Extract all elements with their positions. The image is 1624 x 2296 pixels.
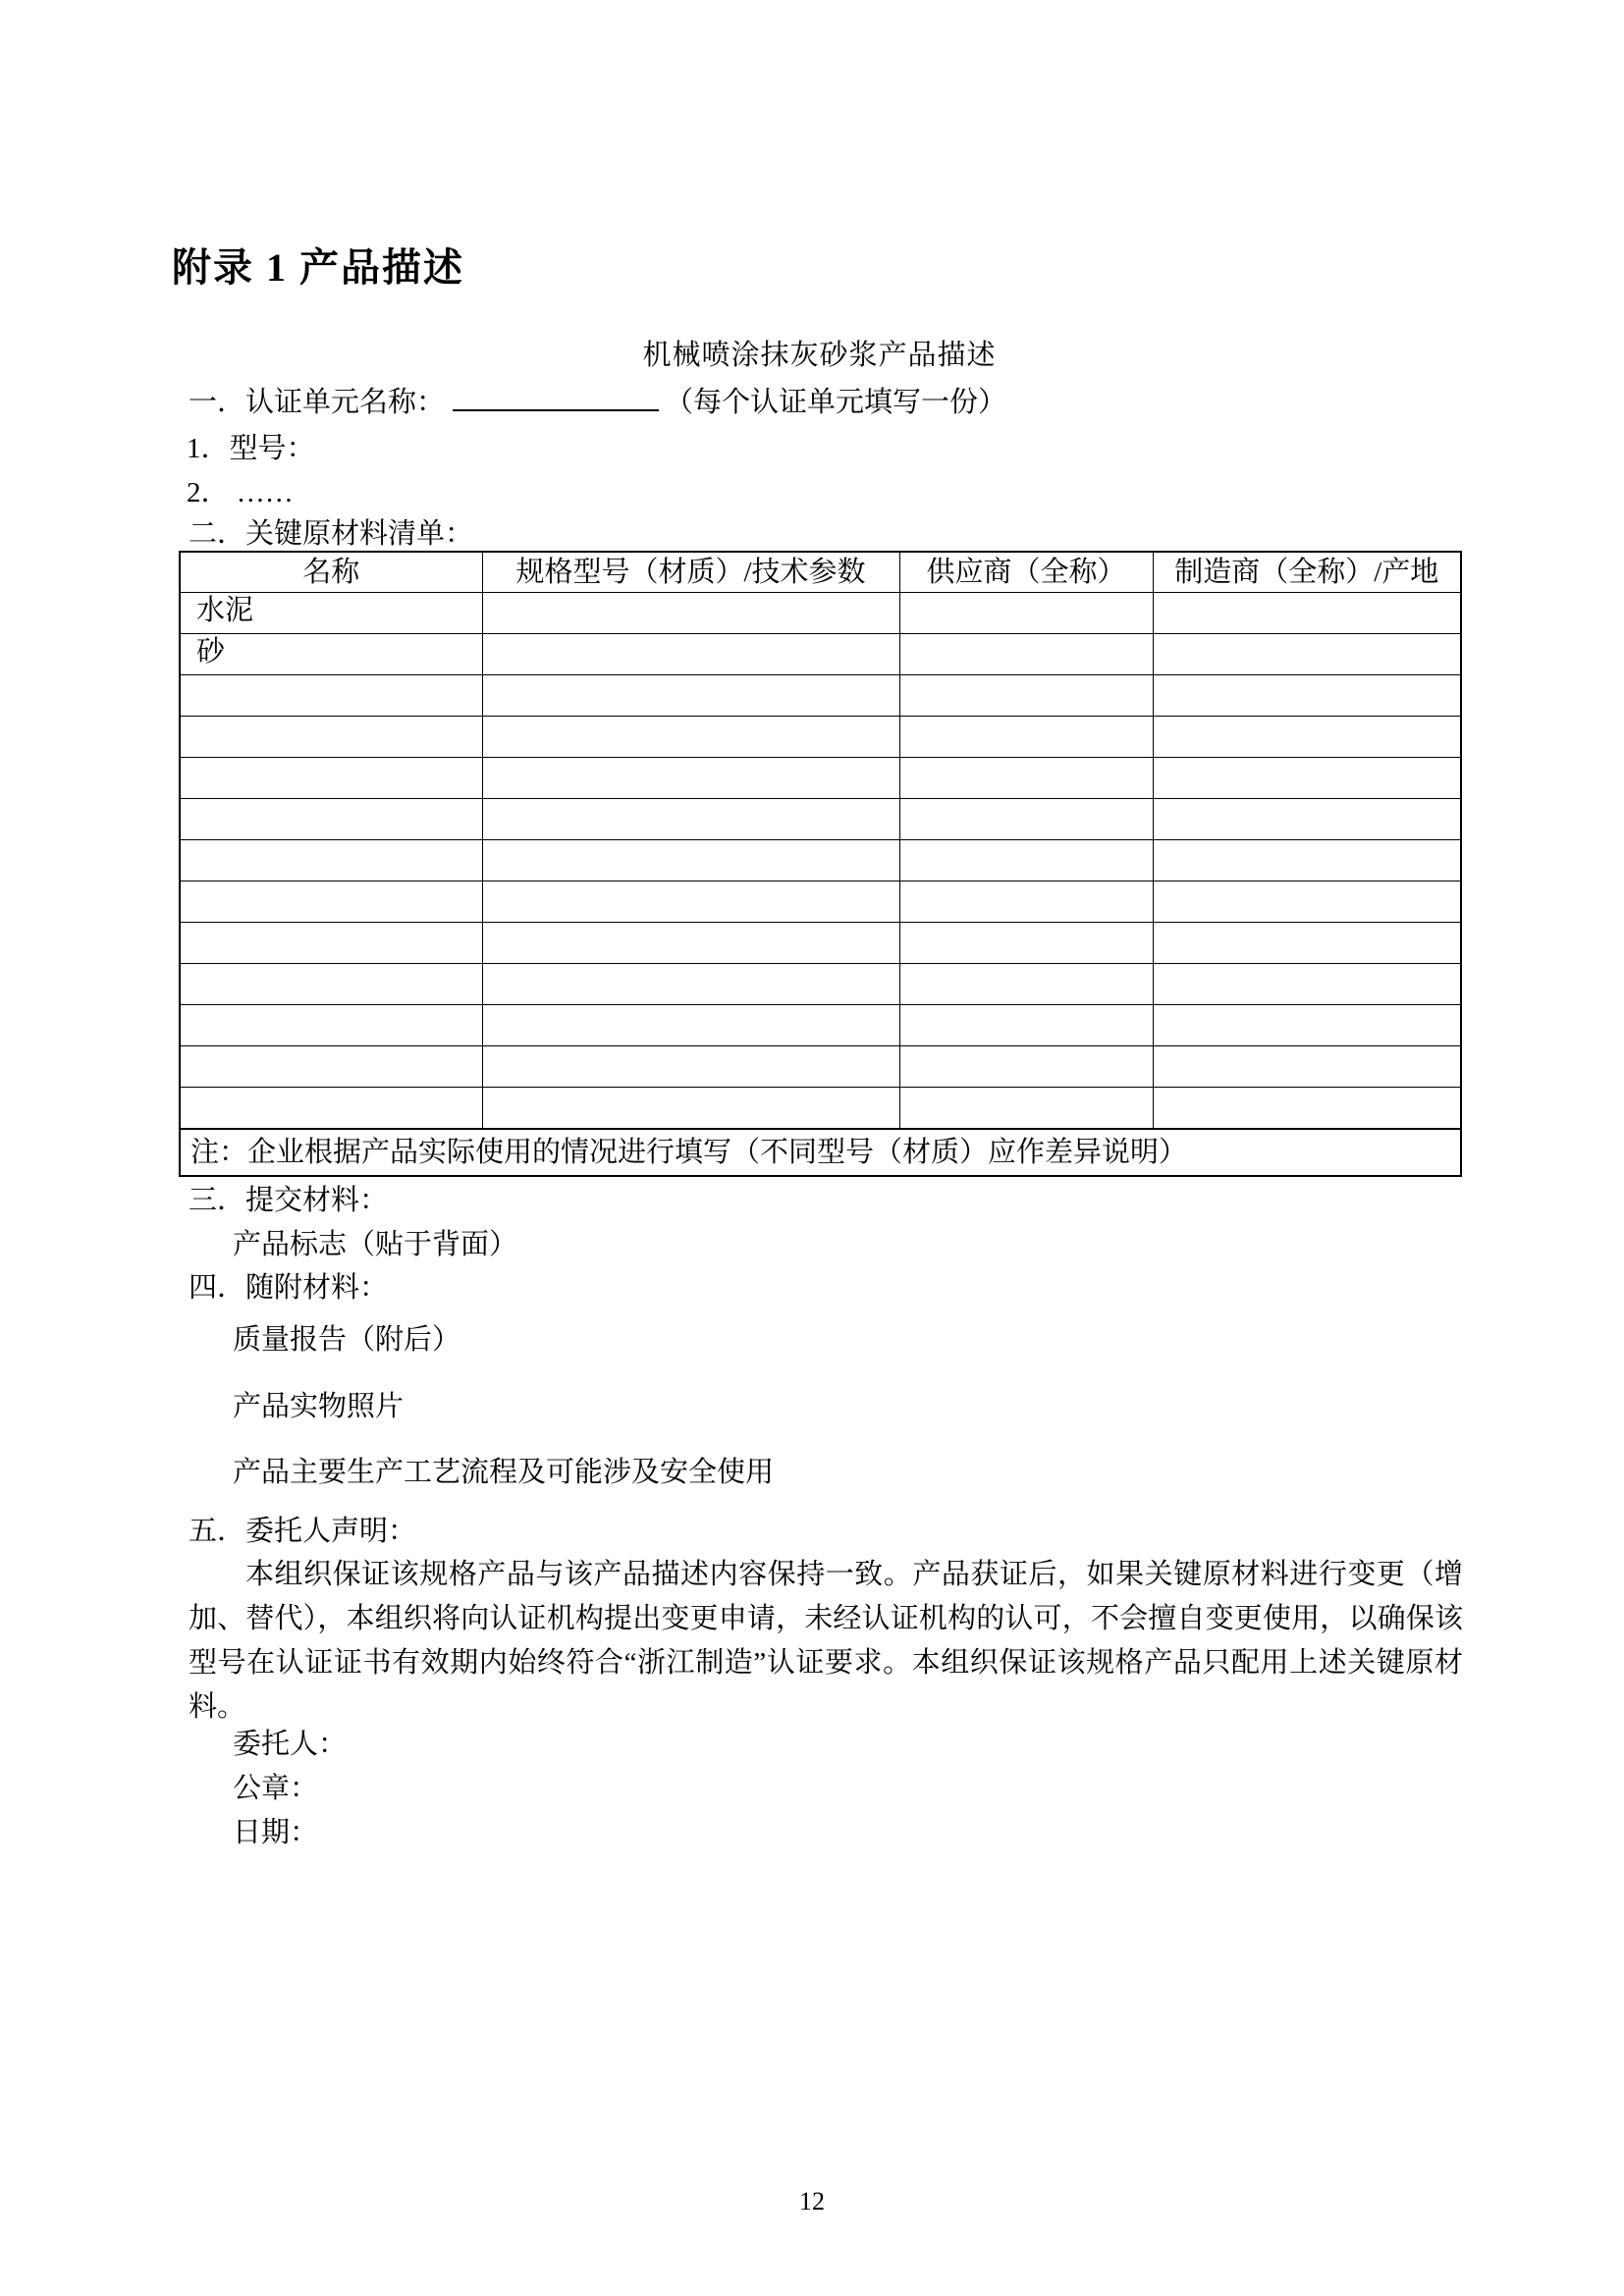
table-row — [180, 840, 1461, 881]
table-cell — [1153, 717, 1461, 758]
table-cell — [482, 593, 899, 634]
table-column-header-manufacturer: 制造商（全称）/产地 — [1153, 552, 1461, 593]
table-cell — [899, 1046, 1153, 1088]
table-row — [180, 634, 1461, 675]
table-cell — [1153, 799, 1461, 840]
table-cell — [482, 634, 899, 675]
table-cell — [482, 717, 899, 758]
table-cell — [899, 634, 1153, 675]
table-cell — [180, 881, 482, 923]
table-cell — [180, 1046, 482, 1088]
certification-unit-label: 一．认证单元名称： — [189, 387, 446, 418]
table-cell — [1153, 593, 1461, 634]
appendix-title: 附录 1 产品描述 — [172, 245, 464, 290]
table-cell — [482, 1046, 899, 1088]
table-cell — [899, 1088, 1153, 1130]
table-cell — [482, 1088, 899, 1130]
table-cell — [899, 675, 1153, 717]
product-description-title: 机械喷涂抹灰砂浆产品描述 — [642, 340, 997, 371]
table-row — [180, 923, 1461, 964]
model-item-2: 2． …… — [187, 477, 294, 508]
table-cell — [899, 758, 1153, 799]
table-cell — [180, 1088, 482, 1130]
table-cell — [180, 923, 482, 964]
table-cell — [899, 717, 1153, 758]
table-cell — [899, 881, 1153, 923]
table-cell — [180, 799, 482, 840]
table-row — [180, 799, 1461, 840]
table-row — [180, 717, 1461, 758]
table-cell — [1153, 675, 1461, 717]
table-cell — [180, 758, 482, 799]
table-cell — [899, 923, 1153, 964]
table-row — [180, 1088, 1461, 1130]
table-cell — [180, 964, 482, 1005]
table-row — [180, 1005, 1461, 1046]
table-row — [180, 964, 1461, 1005]
table-cell — [1153, 758, 1461, 799]
page-number: 12 — [799, 2187, 825, 2216]
table-cell — [180, 840, 482, 881]
table-cell — [899, 840, 1153, 881]
attached-materials-heading: 四．随附材料： — [189, 1272, 389, 1304]
table-cell — [482, 964, 899, 1005]
table-cell: 水泥 — [180, 593, 482, 634]
certification-unit-suffix: （每个认证单元填写一份） — [665, 387, 1007, 418]
table-cell — [180, 717, 482, 758]
table-cell — [482, 1005, 899, 1046]
attached-material-item: 产品主要生产工艺流程及可能涉及安全使用 — [233, 1457, 775, 1488]
table-cell — [180, 675, 482, 717]
table-cell — [1153, 923, 1461, 964]
table-cell — [482, 881, 899, 923]
table-note-row — [180, 1129, 1461, 1176]
fill-in-blank — [453, 386, 659, 411]
certification-unit-line — [189, 386, 1624, 417]
table-cell — [1153, 964, 1461, 1005]
table-cell — [899, 964, 1153, 1005]
table-cell — [1153, 1046, 1461, 1088]
table-cell — [1153, 1088, 1461, 1130]
table-cell — [180, 1005, 482, 1046]
table-cell — [482, 923, 899, 964]
table-cell — [1153, 881, 1461, 923]
table-row — [180, 593, 1461, 634]
signatory-line: 委托人： — [233, 1729, 348, 1760]
table-cell — [482, 799, 899, 840]
table-column-header-name: 名称 — [180, 552, 482, 593]
seal-line: 公章： — [233, 1773, 319, 1804]
model-item-1: 1．型号： — [187, 433, 315, 464]
table-cell — [482, 840, 899, 881]
table-row — [180, 758, 1461, 799]
materials-table-body — [180, 593, 1461, 1130]
key-materials-heading: 二．关键原材料清单： — [189, 518, 474, 550]
table-note-cell: 注：企业根据产品实际使用的情况进行填写（不同型号（材质）应作差异说明） — [180, 1129, 1461, 1176]
declaration-heading: 五．委托人声明： — [189, 1516, 417, 1547]
table-cell — [899, 593, 1153, 634]
declaration-paragraph: 本组织保证该规格产品与该产品描述内容保持一致。产品获证后，如果关键原材料进行变更（增加、替代），本组织将向认证机构提出变更申请，未经认证机构的认可，不会擅自变更使用，以确保该型号在认证证书有效期内始终符合“浙江制造”认证要求。本组织保证该规格产品只配用上述关键原材料。 — [189, 1559, 1463, 1723]
attached-material-item: 质量报告（附后） — [233, 1324, 461, 1356]
table-row — [180, 1046, 1461, 1088]
table-column-header-supplier: 供应商（全称） — [899, 552, 1153, 593]
table-cell — [899, 799, 1153, 840]
table-cell — [1153, 840, 1461, 881]
table-cell — [899, 1005, 1153, 1046]
date-line: 日期： — [233, 1817, 319, 1848]
table-row — [180, 675, 1461, 717]
product-mark-line: 产品标志（贴于背面） — [233, 1229, 518, 1260]
submit-materials-heading: 三．提交材料： — [189, 1185, 389, 1216]
table-cell — [1153, 634, 1461, 675]
table-row — [180, 881, 1461, 923]
table-cell — [1153, 1005, 1461, 1046]
table-cell: 砂 — [180, 634, 482, 675]
attached-material-item: 产品实物照片 — [233, 1391, 405, 1422]
table-cell — [482, 675, 899, 717]
table-header-row — [180, 552, 1461, 593]
table-column-header-spec: 规格型号（材质）/技术参数 — [482, 552, 899, 593]
table-cell — [482, 758, 899, 799]
key-materials-table — [179, 551, 1462, 1177]
